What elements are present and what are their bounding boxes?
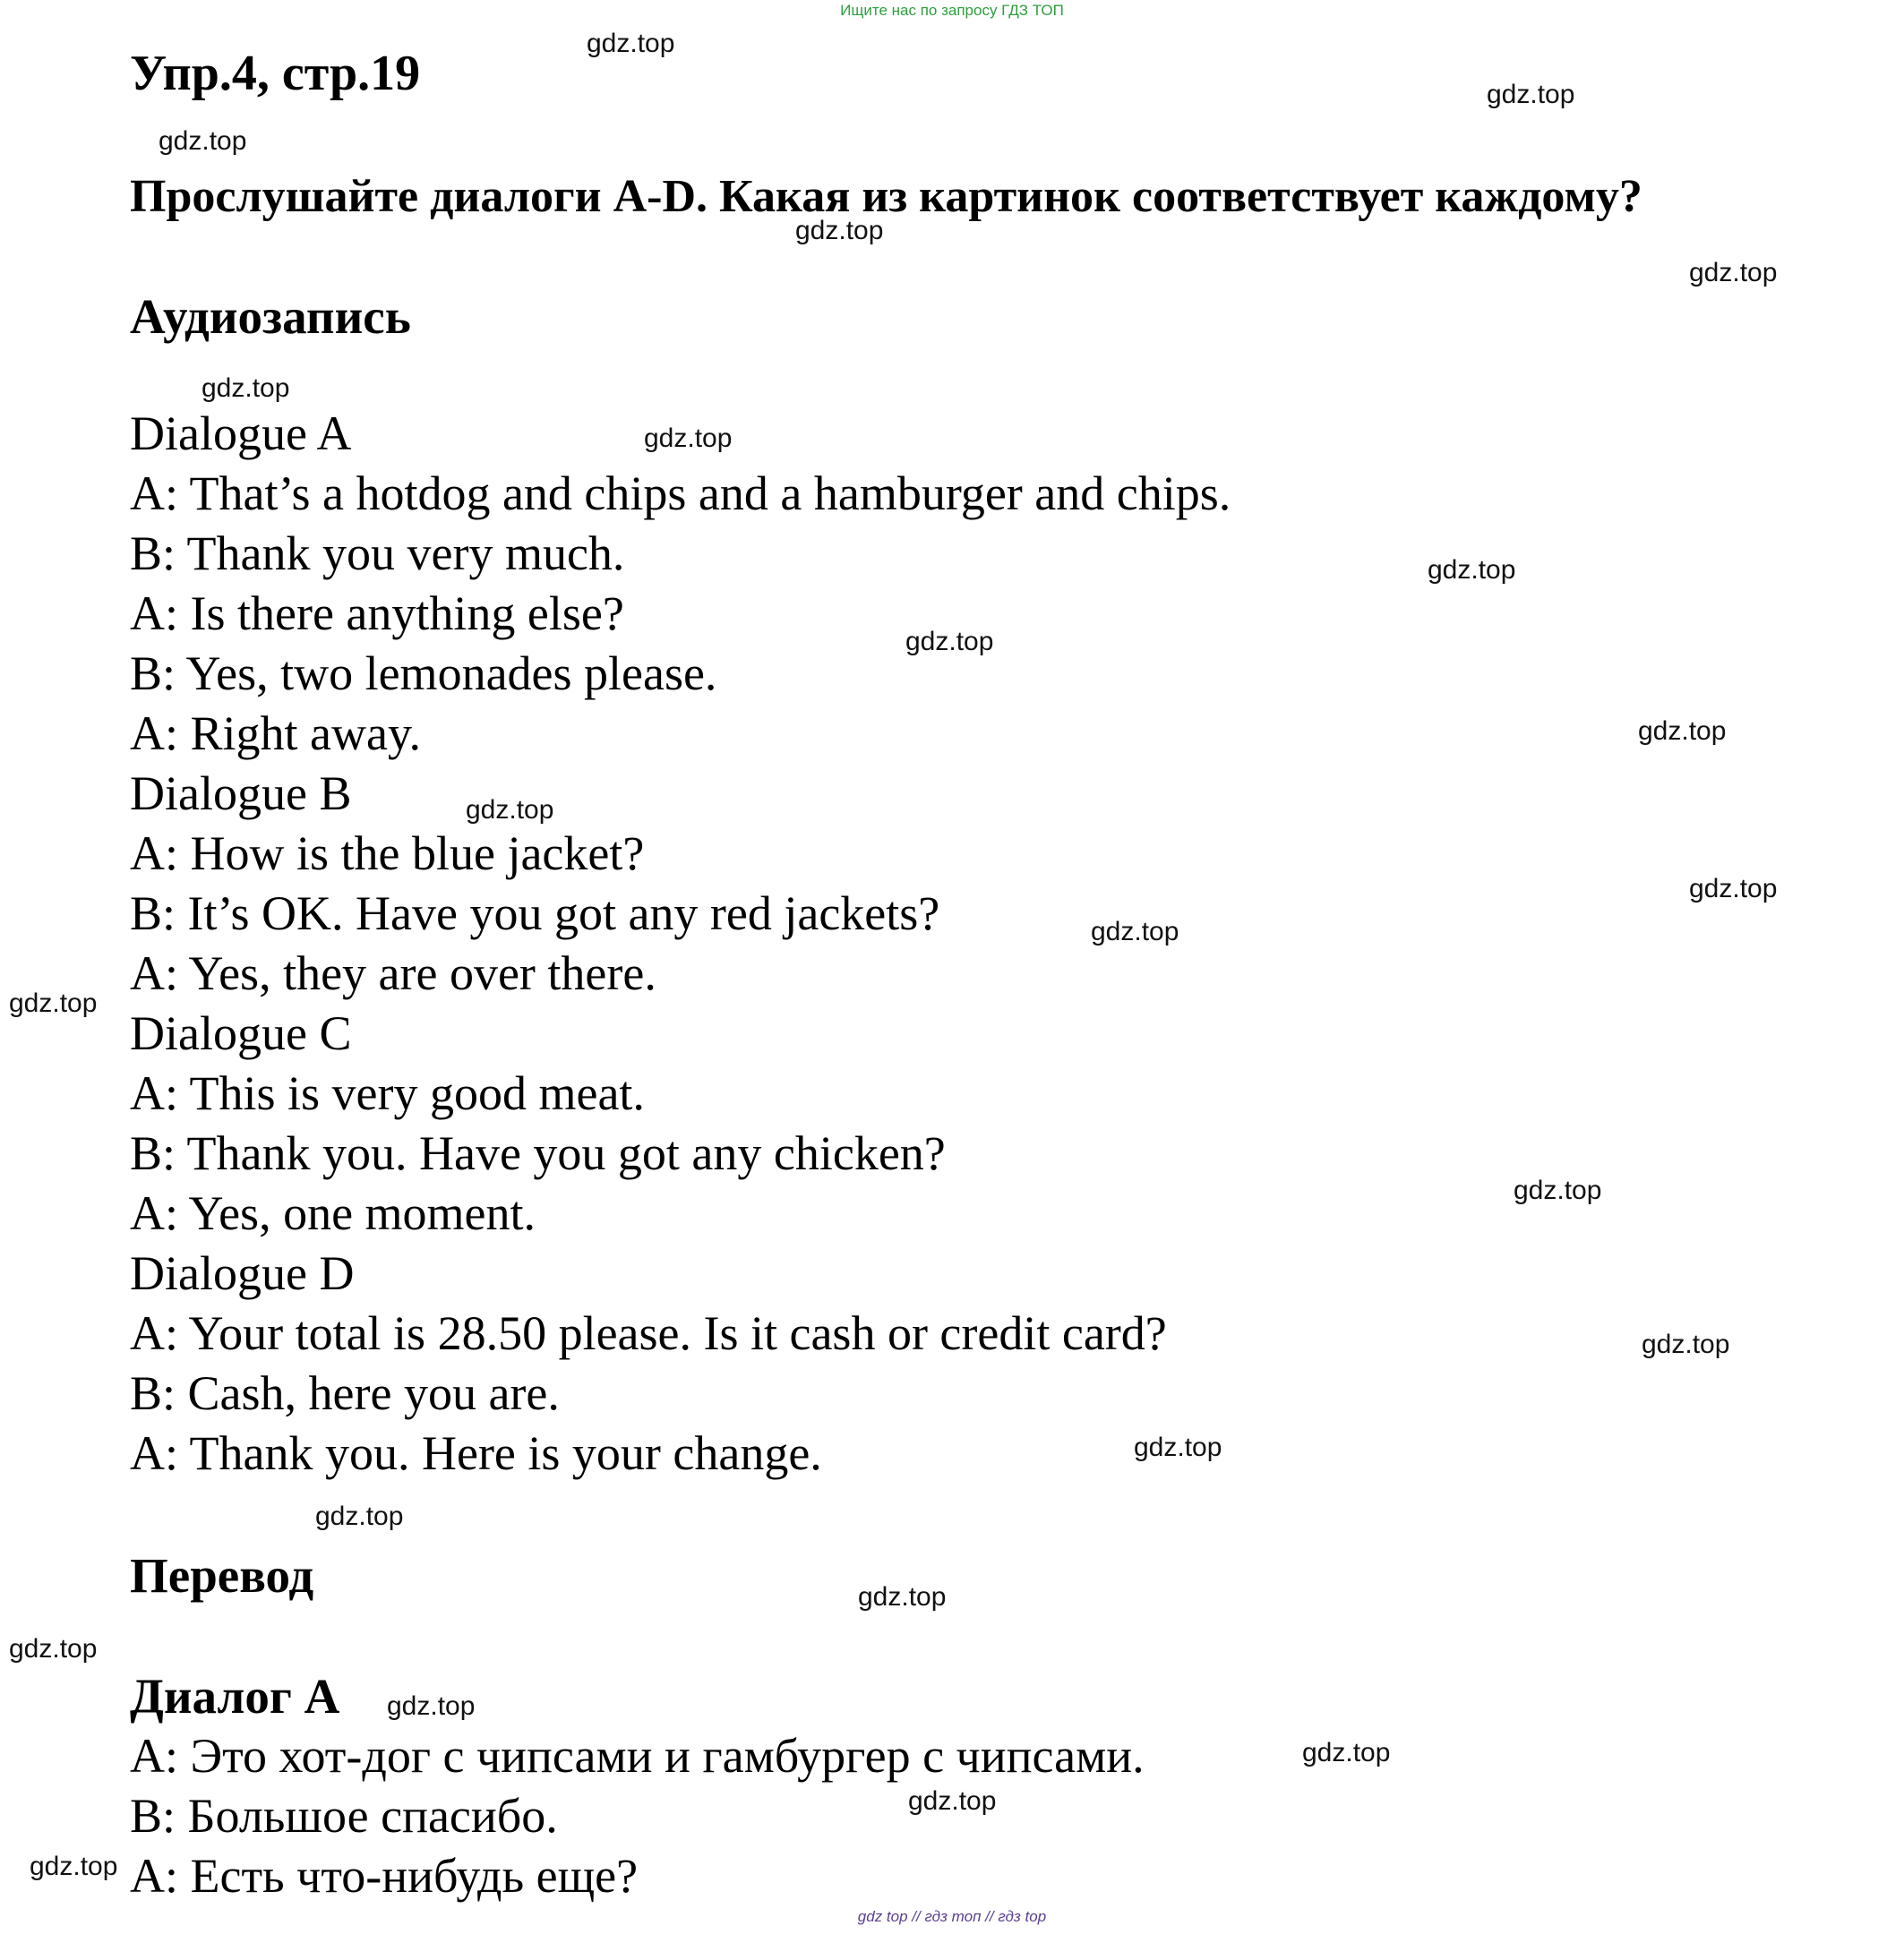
dialogue-line: A: Right away. xyxy=(130,706,421,760)
audio-heading: Аудиозапись xyxy=(130,289,411,344)
watermark: gdz.top xyxy=(1642,1330,1730,1359)
dialogue-line: A: That’s a hotdog and chips and a hamburger and chips. xyxy=(130,466,1231,520)
task-instruction: Прослушайте диалоги A-D. Какая из картинок соответствует каждому? xyxy=(130,171,1642,222)
translation-line: В: Большое спасибо. xyxy=(130,1789,558,1843)
watermark: gdz.top xyxy=(1514,1176,1602,1205)
watermark: gdz.top xyxy=(387,1691,476,1721)
watermark: gdz.top xyxy=(30,1852,118,1881)
watermark: gdz.top xyxy=(1689,258,1778,287)
translation-heading: Перевод xyxy=(130,1548,314,1603)
watermark: gdz.top xyxy=(858,1582,947,1612)
dialogue-c-title: Dialogue C xyxy=(130,1006,352,1060)
watermark: gdz.top xyxy=(1428,555,1516,585)
watermark: gdz.top xyxy=(159,126,247,156)
dialogue-line: A: Yes, they are over there. xyxy=(130,946,656,1000)
watermark: gdz.top xyxy=(1689,874,1778,903)
dialogue-line: B: Yes, two lemonades please. xyxy=(130,646,717,700)
dialogue-line: B: Thank you very much. xyxy=(130,526,625,580)
dialogue-line: B: It’s OK. Have you got any red jackets? xyxy=(130,886,940,940)
watermark: gdz.top xyxy=(1487,80,1575,109)
dialogue-line: A: Yes, one moment. xyxy=(130,1186,536,1240)
watermark: gdz.top xyxy=(1134,1433,1222,1462)
watermark: gdz.top xyxy=(202,373,290,403)
watermark: gdz.top xyxy=(9,1634,98,1664)
watermark: gdz.top xyxy=(1638,716,1727,746)
dialogue-d-title: Dialogue D xyxy=(130,1246,355,1300)
top-banner: Ищите нас по запросу ГДЗ ТОП xyxy=(840,2,1064,19)
translation-line: А: Это хот-дог с чипсами и гамбургер с чипсами. xyxy=(130,1729,1145,1783)
translation-line: А: Есть что-нибудь еще? xyxy=(130,1849,639,1903)
watermark: gdz.top xyxy=(587,29,675,58)
watermark: gdz.top xyxy=(315,1502,404,1531)
dialogue-line: A: Your total is 28.50 please. Is it cash or credit card? xyxy=(130,1306,1167,1360)
watermark: gdz.top xyxy=(1091,917,1179,946)
watermark: gdz.top xyxy=(1302,1738,1391,1767)
dialogue-line: A: Thank you. Here is your change. xyxy=(130,1426,822,1480)
dialogue-line: A: How is the blue jacket? xyxy=(130,826,645,880)
dialogue-line: A: Is there anything else? xyxy=(130,586,624,640)
watermark: gdz.top xyxy=(9,988,98,1018)
translation-dialogue-a-title: Диалог А xyxy=(130,1669,340,1724)
watermark: gdz.top xyxy=(908,1786,997,1816)
watermark: gdz.top xyxy=(644,424,733,453)
dialogue-line: B: Thank you. Have you got any chicken? xyxy=(130,1126,946,1180)
watermark: gdz.top xyxy=(905,627,994,656)
watermark: gdz.top xyxy=(795,216,884,245)
page-title: Упр.4, стр.19 xyxy=(130,46,421,101)
bottom-banner: gdz top // гдз топ // гдз top xyxy=(857,1908,1047,1925)
dialogue-b-title: Dialogue B xyxy=(130,766,352,820)
dialogue-line: A: This is very good meat. xyxy=(130,1066,645,1120)
dialogue-a-title: Dialogue A xyxy=(130,406,352,460)
watermark: gdz.top xyxy=(466,795,554,825)
dialogue-line: B: Cash, here you are. xyxy=(130,1366,560,1420)
